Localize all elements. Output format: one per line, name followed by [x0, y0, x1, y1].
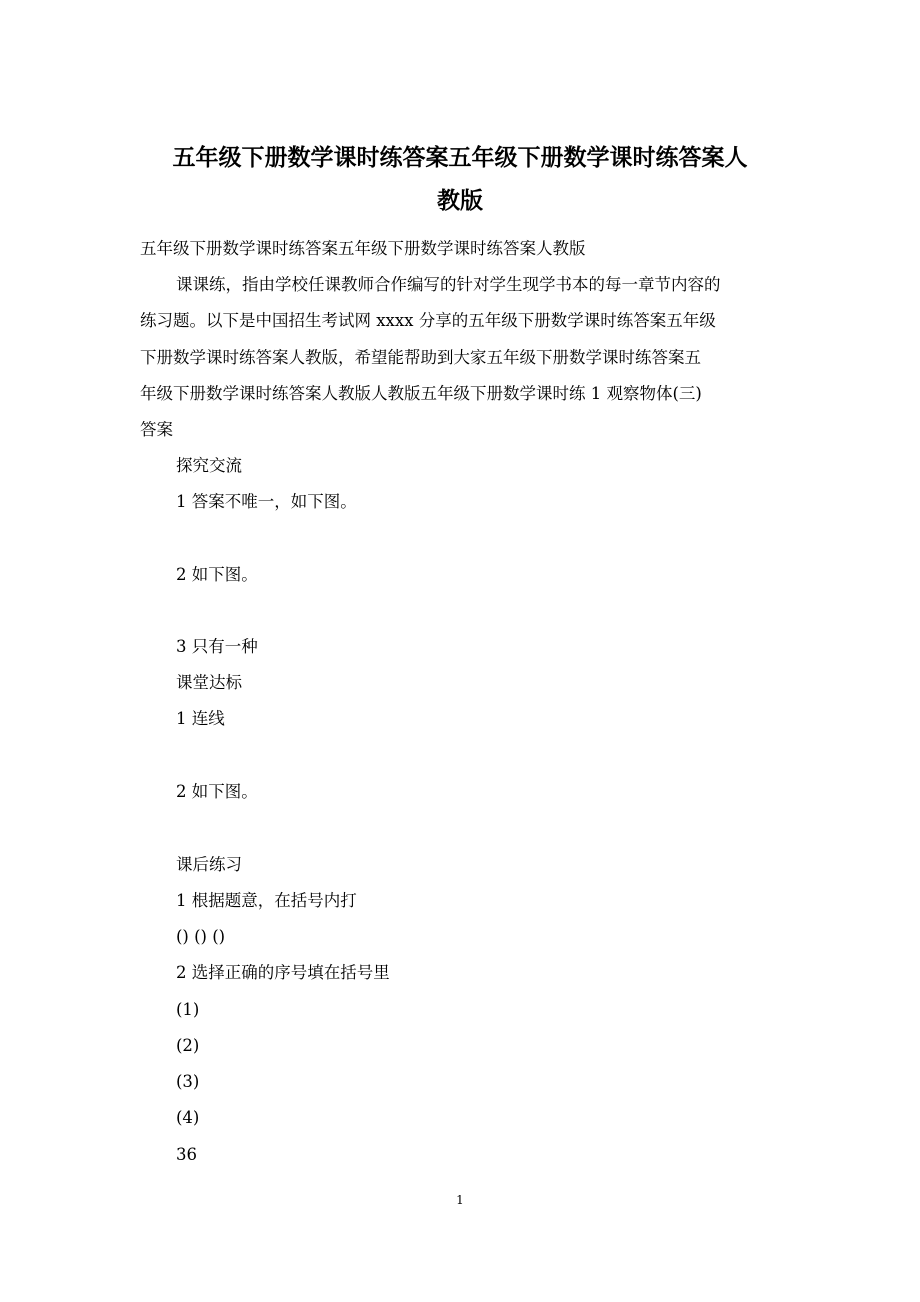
list-item: (3)	[176, 1072, 200, 1091]
list-item: (4)	[176, 1108, 200, 1127]
paragraph-line: 年级下册数学课时练答案人教版人教版五年级下册数学课时练 1 观察物体(三)	[140, 384, 702, 403]
section-heading: 课堂达标	[176, 673, 242, 692]
list-item: (1)	[176, 1000, 200, 1019]
list-item: 2 如下图。	[176, 565, 258, 584]
list-item: 36	[176, 1145, 197, 1164]
subtitle: 五年级下册数学课时练答案五年级下册数学课时练答案人教版	[140, 239, 586, 258]
list-item: (2)	[176, 1036, 200, 1055]
title-line-1: 五年级下册数学课时练答案五年级下册数学课时练答案人	[172, 144, 748, 171]
list-item: 1 连线	[176, 709, 225, 728]
list-item: 3 只有一种	[176, 637, 258, 656]
section-heading: 探究交流	[176, 456, 242, 475]
page-number: 1	[456, 1193, 464, 1207]
paragraph-line: 练习题。以下是中国招生考试网 xxxx 分享的五年级下册数学课时练答案五年级	[140, 311, 716, 330]
list-item: 2 如下图。	[176, 782, 258, 801]
paragraph-line: 答案	[140, 420, 173, 439]
list-item: () () ()	[176, 927, 226, 946]
paragraph-line: 课课练，指由学校任课教师合作编写的针对学生现学书本的每一章节内容的	[176, 275, 721, 294]
list-item: 1 根据题意，在括号内打	[176, 891, 357, 910]
section-heading: 课后练习	[176, 855, 242, 874]
list-item: 2 选择正确的序号填在括号里	[176, 963, 390, 982]
title-line-2: 教版	[437, 187, 483, 214]
list-item: 1 答案不唯一，如下图。	[176, 492, 357, 511]
paragraph-line: 下册数学课时练答案人教版，希望能帮助到大家五年级下册数学课时练答案五	[140, 348, 701, 367]
